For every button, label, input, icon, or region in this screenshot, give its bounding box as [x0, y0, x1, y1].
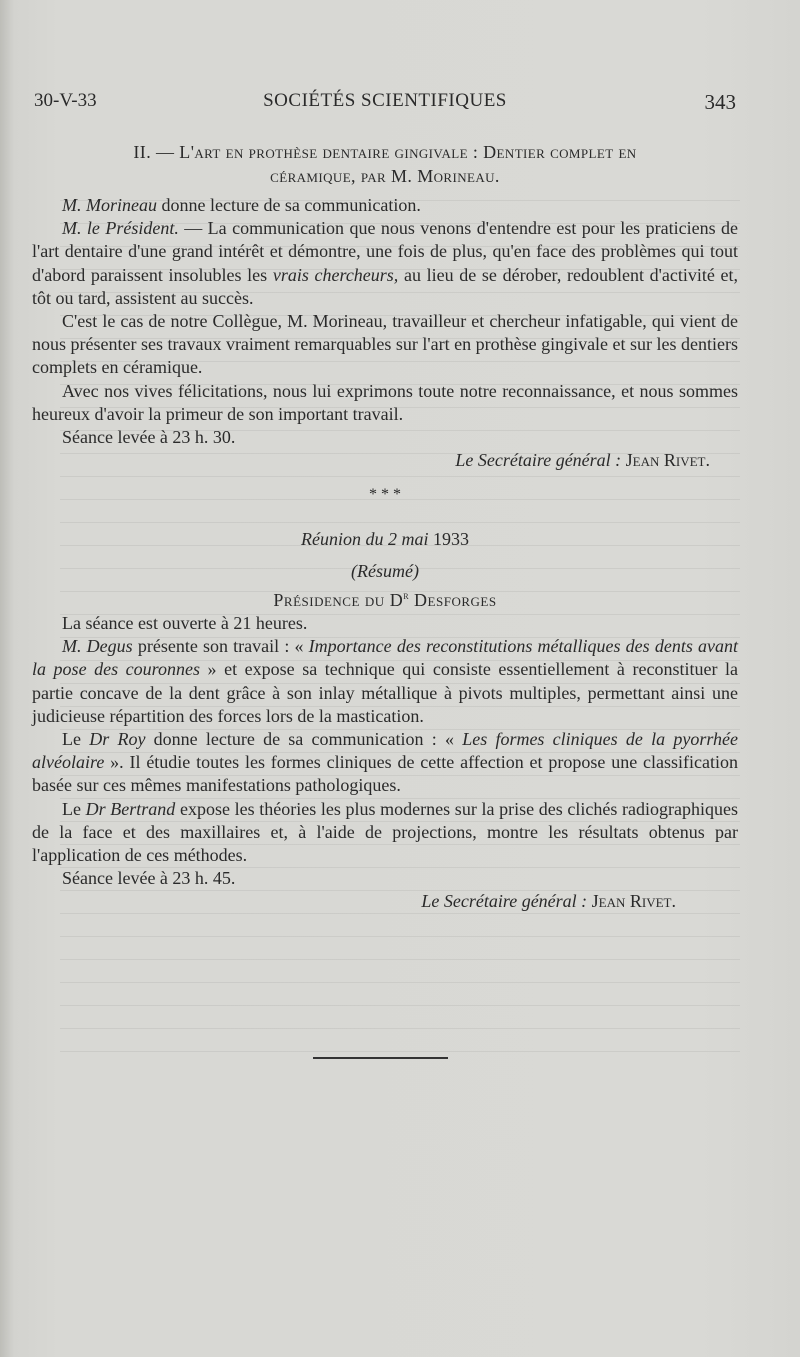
speaker-name: M. le Président. — [62, 218, 179, 239]
closing-line: Séance levée à 23 h. 30. — [62, 427, 236, 448]
paragraph: La séance est ouverte à 21 heures. — [62, 613, 308, 634]
meeting-date — [32, 528, 738, 551]
header-title: SOCIÉTÉS SCIENTIFIQUES — [263, 90, 507, 111]
paragraph-text: au lieu de se dérober, redoublent d'activité et, tôt ou tard, assistent au succès. — [32, 264, 738, 308]
speaker-name: M. Degus — [62, 636, 133, 657]
article-body — [32, 140, 738, 914]
signature-role: Le Secrétaire général : — [421, 891, 588, 912]
asterism-separator: * * * — [369, 486, 401, 504]
meeting-summary-label: (Résumé) — [351, 560, 419, 581]
end-rule — [313, 1057, 448, 1059]
signature-name: Jean Rivet. — [587, 891, 676, 912]
paragraph: Le Dr Bertrand expose les théories les plus modernes sur la prise des clichés radiographiques de la face et des maxillaires et, à l'aide de projections, montre les résultats obtenus par l'application de ces méthodes. — [32, 798, 738, 866]
header-date: 30-V-33 — [34, 90, 97, 111]
paragraph: C'est le cas de notre Collègue, M. Morineau, travailleur et chercheur infatigable, qui vient de nous présenter ses travaux vraiment remarquables sur l'art en prothèse gingivale et sur les dentiers complets en céramique. — [32, 311, 739, 378]
speaker-name: M. Morineau — [62, 195, 157, 215]
meeting-year: 1933 — [428, 529, 469, 550]
paragraph-text: donne lecture de sa communication. — [156, 195, 421, 215]
paragraph: M. Degus présente son travail : « Importance des reconstitutions métalliques des dents avant la pose des couronnes » et expose sa technique qui consiste essentiellement à reconstituer la partie concave de la dent grâce à son inlay métallique à pivots multiples, permettant ainsi une judicieuse répartition des forces lors de la mastication. — [32, 636, 738, 726]
paragraph — [32, 217, 738, 310]
emphasis-text: vrais chercheurs, — [272, 264, 399, 285]
presidence-line: Présidence du $D^r$ Desforges — [273, 589, 497, 610]
signature-name: Jean Rivet. — [621, 450, 710, 471]
communication-title: Les formes cliniques de la pyorrhée alvéolaire — [32, 729, 738, 773]
speaker-name: Dr Roy — [89, 729, 146, 750]
paragraph-text: — La communication que nous venons d'entendre est pour les praticiens de l'art dentaire d'une grand intérêt et démontre, une fois de plus, qu'en face des problèmes qui tout d'abord paraissent insolubles les — [32, 218, 738, 285]
section-title — [32, 140, 738, 188]
paragraph: Avec nos vives félicitations, nous lui exprimons toute notre reconnaissance, et nous sommes heureux d'avoir la primeur de son important travail. — [32, 380, 738, 424]
communication-title: Importance des reconstitutions métalliques des dents avant la pose des couronnes — [32, 636, 738, 680]
section-title-line2: céramique, par M. Morineau. — [270, 166, 500, 186]
closing-line: Séance levée à 23 h. 45. — [62, 868, 236, 889]
signature-role: Le Secrétaire général : — [455, 450, 622, 471]
meeting-date-text: Réunion du 2 mai — [301, 529, 429, 550]
speaker-name: Dr Bertrand — [85, 798, 176, 819]
section-title-line1: II. — L'art en prothèse dentaire gingivale : Dentier complet en — [133, 142, 637, 162]
signature — [32, 890, 676, 913]
paragraph — [32, 194, 738, 217]
page-number: 343 — [704, 90, 736, 114]
signature — [32, 449, 710, 472]
paragraph: Le Dr Roy donne lecture de sa communication : « Les formes cliniques de la pyorrhée alvéolaire ». Il étudie toutes les formes cliniques de cette affection et propose une classification basée sur ces mêmes manifestations pathologiques. — [32, 729, 738, 796]
